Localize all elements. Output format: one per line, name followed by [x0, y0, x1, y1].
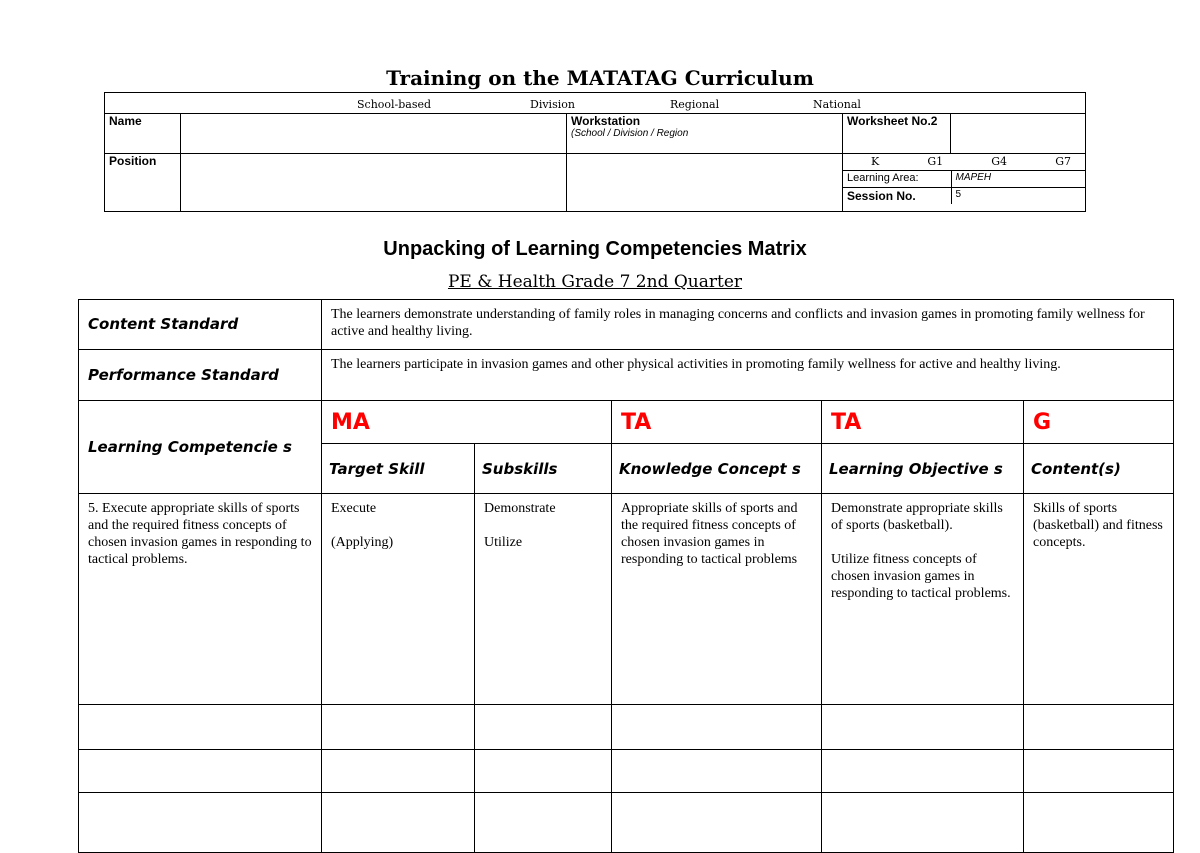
grade-g4[interactable]: G4	[991, 155, 1008, 168]
learning-area-value[interactable]: MAPEH	[951, 171, 1085, 188]
empty-cell[interactable]	[475, 793, 612, 853]
level-national: National	[813, 98, 861, 111]
performance-standard-label: Performance Standard	[79, 350, 322, 401]
empty-cell[interactable]	[475, 705, 612, 750]
empty-cell[interactable]	[822, 750, 1024, 793]
objectives-cell[interactable]	[822, 494, 1024, 705]
empty-cell[interactable]	[1024, 705, 1174, 750]
empty-cell[interactable]	[475, 750, 612, 793]
target-skill-cell[interactable]	[322, 494, 475, 705]
grade-area-cell	[843, 154, 1086, 212]
code-ma: MA	[322, 401, 612, 444]
matrix-heading: Unpacking of Learning Competencies Matrix	[383, 238, 807, 260]
workstation-field[interactable]	[567, 154, 843, 212]
empty-cell[interactable]	[322, 793, 475, 853]
table-row	[79, 750, 1174, 793]
content-standard-text: The learners demonstrate understanding of family roles in managing concerns and conflicts and invasion games in promoting family wellness for active and healthy living.	[322, 300, 1174, 350]
grade-g7[interactable]: G7	[1055, 155, 1071, 168]
grade-k[interactable]: K	[871, 155, 880, 168]
col-contents: Content(s)	[1024, 444, 1174, 494]
code-ta-knowledge: TA	[612, 401, 822, 444]
worksheet-field[interactable]	[951, 114, 1086, 154]
session-label: Session No.	[843, 188, 951, 205]
learning-area-label: Learning Area:	[843, 171, 951, 188]
level-row	[105, 93, 1086, 114]
level-school-based: School-based	[357, 98, 432, 111]
empty-cell[interactable]	[79, 793, 322, 853]
table-row	[79, 494, 1174, 705]
name-field[interactable]	[181, 114, 567, 154]
objective-item: Demonstrate appropriate skills of sports (basketball).	[831, 501, 1003, 533]
empty-cell[interactable]	[322, 750, 475, 793]
level-division: Division	[530, 98, 575, 111]
competency-cell[interactable]: 5. Execute appropriate skills of sports and the required fitness concepts of chosen invasion games in responding to tactical problems.	[79, 494, 322, 705]
position-label: Position	[105, 154, 181, 212]
empty-cell[interactable]	[822, 793, 1024, 853]
subskills-cell[interactable]	[475, 494, 612, 705]
session-value[interactable]: 5	[951, 188, 1085, 205]
target-skill-text: Execute	[331, 501, 377, 516]
col-target-skill: Target Skill	[322, 444, 475, 494]
performance-standard-text: The learners participate in invasion games and other physical activities in promoting family wellness for active and healthy living.	[322, 350, 1174, 401]
grade-options	[843, 154, 1085, 171]
empty-cell[interactable]	[79, 750, 322, 793]
performance-standard-row	[79, 350, 1174, 401]
table-row	[79, 705, 1174, 750]
code-row	[79, 401, 1174, 444]
subskill-item: Utilize	[484, 535, 523, 550]
objective-item: Utilize fitness concepts of chosen invasion games in responding to tactical problems.	[831, 552, 1011, 601]
code-ta-objective: TA	[822, 401, 1024, 444]
workstation-hint: (School / Division / Region	[571, 128, 689, 139]
content-standard-row	[79, 300, 1174, 350]
matrix-subheading: PE & Health Grade 7 2nd Quarter	[447, 272, 743, 292]
content-standard-label: Content Standard	[79, 300, 322, 350]
col-knowledge-concepts: Knowledge Concept s	[612, 444, 822, 494]
col-subskills: Subskills	[475, 444, 612, 494]
col-learning-objectives: Learning Objective s	[822, 444, 1024, 494]
document-title: Training on the MATATAG Curriculum	[386, 66, 814, 90]
worksheet-label: Worksheet No.2	[843, 114, 951, 154]
code-g: G	[1024, 401, 1174, 444]
workstation-cell	[567, 114, 843, 154]
empty-cell[interactable]	[822, 705, 1024, 750]
content-cell[interactable]: Skills of sports (basketball) and fitness concepts.	[1024, 494, 1174, 705]
position-field[interactable]	[181, 154, 567, 212]
workstation-label: Workstation	[571, 114, 641, 128]
empty-cell[interactable]	[612, 793, 822, 853]
empty-cell[interactable]	[1024, 793, 1174, 853]
empty-cell[interactable]	[322, 705, 475, 750]
grade-area-table	[843, 154, 1085, 204]
learning-competencies-label: Learning Competencie s	[79, 401, 322, 494]
empty-cell[interactable]	[79, 705, 322, 750]
level-regional: Regional	[670, 98, 720, 111]
subskill-item: Demonstrate	[484, 501, 556, 516]
competencies-matrix	[78, 299, 1174, 853]
name-label: Name	[105, 114, 181, 154]
empty-cell[interactable]	[612, 750, 822, 793]
target-skill-level: (Applying)	[331, 535, 394, 550]
empty-cell[interactable]	[612, 705, 822, 750]
table-row	[79, 793, 1174, 853]
knowledge-cell[interactable]: Appropriate skills of sports and the required fitness concepts of chosen invasion games in responding to tactical problems	[612, 494, 822, 705]
participant-info-table	[104, 92, 1086, 212]
grade-g1[interactable]: G1	[927, 155, 944, 168]
empty-cell[interactable]	[1024, 750, 1174, 793]
